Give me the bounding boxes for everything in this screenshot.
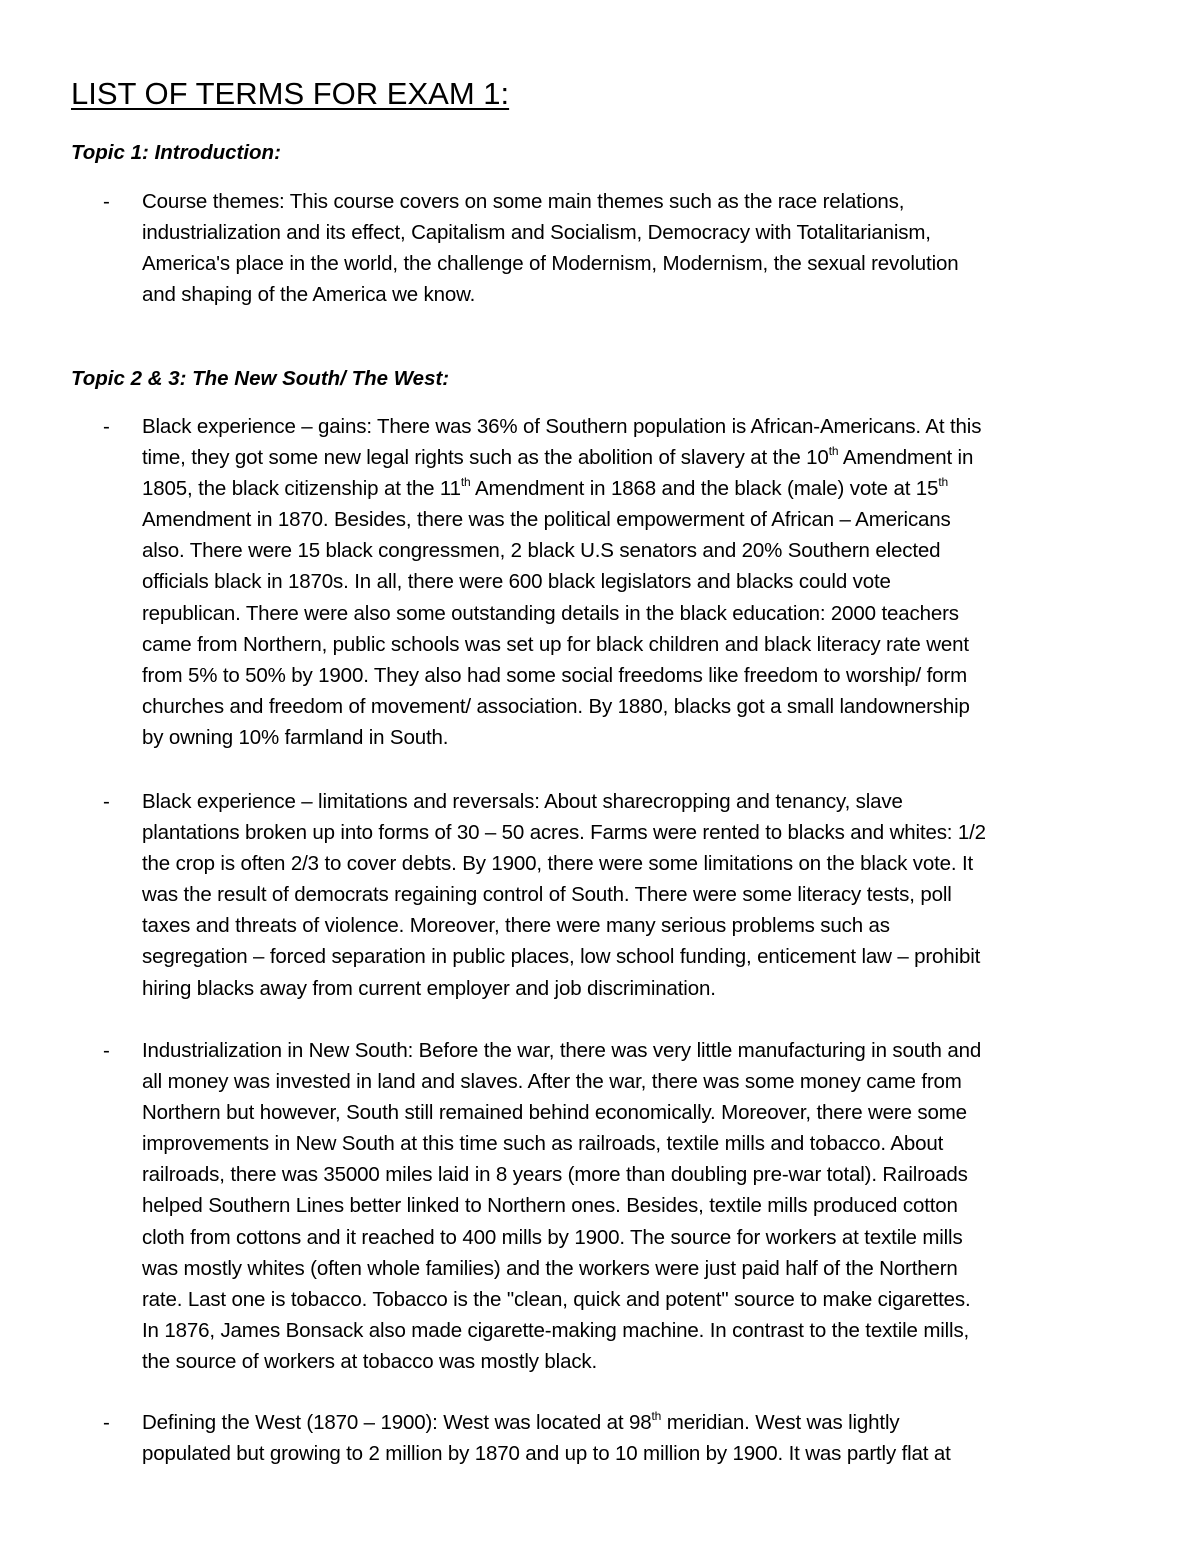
text-line: industrialization and its effect, Capitalism and Socialism, Democracy with Totalitarianism, (142, 221, 931, 245)
superscript: th (828, 444, 839, 459)
text-line: officials black in 1870s. In all, there were 600 black legislators and blacks could vote (142, 570, 891, 594)
text-line: was mostly whites (often whole families) and the workers were just paid half of the Northern (142, 1256, 958, 1280)
text-line: was the result of democrats regaining control of South. There were some literacy tests, poll (142, 883, 952, 907)
bullet-dash: - (103, 790, 110, 813)
text-line: from 5% to 50% by 1900. They also had some social freedoms like freedom to worship/ form (142, 663, 968, 687)
paragraph (142, 186, 1152, 310)
text-line: rate. Last one is tobacco. Tobacco is the "clean, quick and potent" source to make cigarettes. (142, 1287, 971, 1311)
topic-1-heading: Topic 1: Introduction: (71, 141, 281, 164)
text-line: Northern but however, South still remained behind economically. Moreover, there were some (142, 1101, 967, 1125)
text-run: time, they got some new legal rights such as the abolition of slavery at the 10 (142, 446, 829, 470)
text-line: populated but growing to 2 million by 1870 and up to 10 million by 1900. It was partly flat at (142, 1442, 951, 1466)
text-line: taxes and threats of violence. Moreover, there were many serious problems such as (142, 914, 890, 938)
text-line: In 1876, James Bonsack also made cigarette-making machine. In contrast to the textile mills, (142, 1318, 970, 1342)
text-run: Amendment in (842, 446, 974, 470)
text-line: Industrialization in New South: Before the war, there was very little manufacturing in south and (142, 1039, 982, 1062)
text-line: plantations broken up into forms of 30 – 50 acres. Farms were rented to blacks and whites: 1/2 (142, 821, 986, 845)
paragraph (142, 1407, 1152, 1469)
text-line: by owning 10% farmland in South. (142, 725, 449, 749)
text-line: helped Southern Lines better linked to Northern ones. Besides, textile mills produced cotton (142, 1194, 958, 1218)
text-line: railroads, there was 35000 miles laid in 8 years (more than doubling pre-war total). Railroads (142, 1163, 968, 1187)
bullet-dash: - (103, 1039, 110, 1062)
text-line: improvements in New South at this time such as railroads, textile mills and tobacco. About (142, 1132, 944, 1156)
text-line: all money was invested in land and slaves. After the war, there was some money came from (142, 1070, 962, 1094)
text-line: republican. There were also some outstanding details in the black education: 2000 teachers (142, 601, 959, 625)
paragraph (142, 411, 1152, 753)
topic-2-heading: Topic 2 & 3: The New South/ The West: (71, 367, 450, 390)
paragraph (142, 1035, 1152, 1377)
text-line: Black experience – limitations and reversals: About sharecropping and tenancy, slave (142, 790, 903, 813)
bullet-dash: - (103, 1411, 110, 1434)
text-run: Amendment in 1868 and the black (male) vote at 15 (475, 477, 939, 501)
text-line (142, 442, 1152, 473)
bullet-dash: - (103, 190, 110, 213)
text-line: hiring blacks away from current employer and job discrimination. (142, 976, 716, 1000)
text-line: Course themes: This course covers on some main themes such as the race relations, (142, 190, 905, 213)
superscript: th (938, 475, 949, 490)
text-line: the source of workers at tobacco was mostly black. (142, 1349, 598, 1373)
paragraph (142, 786, 1152, 1004)
text-line: Black experience – gains: There was 36% of Southern population is African-Americans. At this (142, 415, 982, 438)
document-title: LIST OF TERMS FOR EXAM 1: (71, 76, 510, 111)
text-line: and shaping of the America we know. (142, 283, 476, 307)
text-line: Amendment in 1870. Besides, there was the political empowerment of African – Americans (142, 508, 951, 532)
superscript: th (460, 475, 471, 490)
text-line: America's place in the world, the challenge of Modernism, Modernism, the sexual revolution (142, 252, 959, 276)
text-line: came from Northern, public schools was set up for black children and black literacy rate went (142, 632, 969, 656)
text-run: meridian. West was lightly (666, 1411, 900, 1434)
text-run: Defining the West (1870 – 1900): West was located at 98 (142, 1411, 652, 1434)
text-line: churches and freedom of movement/ association. By 1880, blacks got a small landownership (142, 694, 970, 718)
bullet-dash: - (103, 415, 110, 438)
text-line: segregation – forced separation in public places, low school funding, enticement law – prohibit (142, 945, 981, 969)
text-line: also. There were 15 black congressmen, 2 black U.S senators and 20% Southern elected (142, 539, 941, 563)
text-line (142, 1407, 1152, 1438)
superscript: th (651, 1409, 662, 1423)
text-line: the crop is often 2/3 to cover debts. By 1900, there were some limitations on the black vote. It (142, 852, 974, 876)
text-run: 1805, the black citizenship at the 11 (142, 477, 461, 501)
text-line: cloth from cottons and it reached to 400 mills by 1900. The source for workers at textile mills (142, 1225, 963, 1249)
text-line (142, 473, 1152, 504)
